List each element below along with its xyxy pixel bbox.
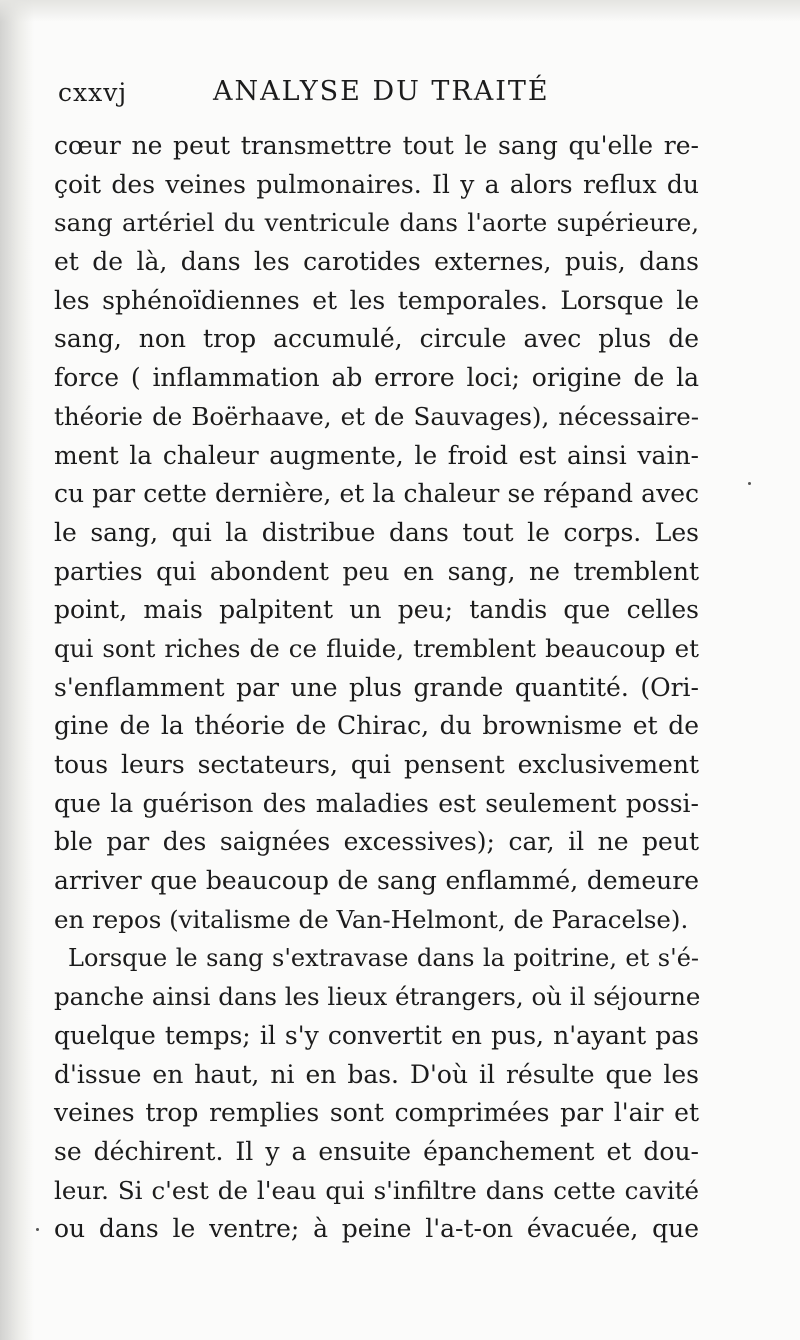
text-line: ou dans le ventre; à peine l'a-t-on évacuée, que bbox=[54, 1214, 699, 1244]
text-line: s'enflamment par une plus grande quantité. (Ori- bbox=[54, 672, 699, 702]
body-text bbox=[54, 127, 699, 1249]
text-line: et de là, dans les carotides externes, puis, dans bbox=[54, 247, 699, 277]
text-line: leur. Si c'est de l'eau qui s'infiltre dans cette cavité bbox=[54, 1175, 699, 1205]
print-speck bbox=[748, 482, 751, 485]
text-line: cu par cette dernière, et la chaleur se répand avec bbox=[54, 479, 699, 509]
text-line: quelque temps; il s'y convertit en pus, n'ayant pas bbox=[54, 1020, 699, 1050]
text-line: arriver que beaucoup de sang enflammé, demeure bbox=[54, 866, 699, 896]
text-line: panche ainsi dans les lieux étrangers, où il séjourne bbox=[54, 982, 701, 1012]
print-speck bbox=[36, 1228, 39, 1231]
text-line: sang, non trop accumulé, circule avec plus de bbox=[54, 324, 699, 354]
page-header bbox=[58, 68, 698, 118]
text-line: le sang, qui la distribue dans tout le corps. Les bbox=[54, 517, 699, 547]
text-line: tous leurs sectateurs, qui pensent exclusivement bbox=[54, 750, 699, 779]
text-line: en repos (vitalisme de Van-Helmont, de Paracelse). bbox=[54, 904, 689, 934]
text-line: théorie de Boërhaave, et de Sauvages), nécessaire- bbox=[54, 401, 699, 431]
text-line: point, mais palpitent un peu; tandis que celles bbox=[54, 595, 699, 625]
text-line: Lorsque le sang s'extravase dans la poitrine, et s'é- bbox=[68, 944, 699, 973]
text-line: se déchirent. Il y a ensuite épanchement et dou- bbox=[54, 1136, 699, 1166]
text-line: ment la chaleur augmente, le froid est ainsi vain- bbox=[54, 440, 699, 470]
page-number: cxxvj bbox=[58, 78, 128, 107]
text-line: d'issue en haut, ni en bas. D'où il résulte que les bbox=[54, 1059, 699, 1089]
text-line: gine de la théorie de Chirac, du brownisme et de bbox=[54, 711, 699, 741]
text-line: sang artériel du ventricule dans l'aorte supérieure, bbox=[54, 208, 699, 238]
text-line: force ( inflammation ab errore loci; origine de la bbox=[54, 363, 699, 393]
text-line: les sphénoïdiennes et les temporales. Lorsque le bbox=[54, 285, 699, 315]
text-line: ble par des saignées excessives); car, il ne peut bbox=[54, 827, 699, 857]
running-title: ANALYSE DU TRAITÉ bbox=[213, 76, 550, 107]
page-top-shadow bbox=[0, 0, 800, 22]
text-line: veines trop remplies sont comprimées par l'air et bbox=[54, 1098, 699, 1128]
text-line: que la guérison des maladies est seulement possi- bbox=[54, 788, 699, 818]
text-line: parties qui abondent peu en sang, ne tremblent bbox=[54, 556, 699, 586]
text-line: qui sont riches de ce fluide, tremblent beaucoup et bbox=[54, 633, 699, 663]
page-gutter-shadow bbox=[0, 0, 34, 1340]
text-line: çoit des veines pulmonaires. Il y a alors reflux du bbox=[54, 169, 699, 199]
text-line: cœur ne peut transmettre tout le sang qu'elle re- bbox=[54, 131, 699, 160]
